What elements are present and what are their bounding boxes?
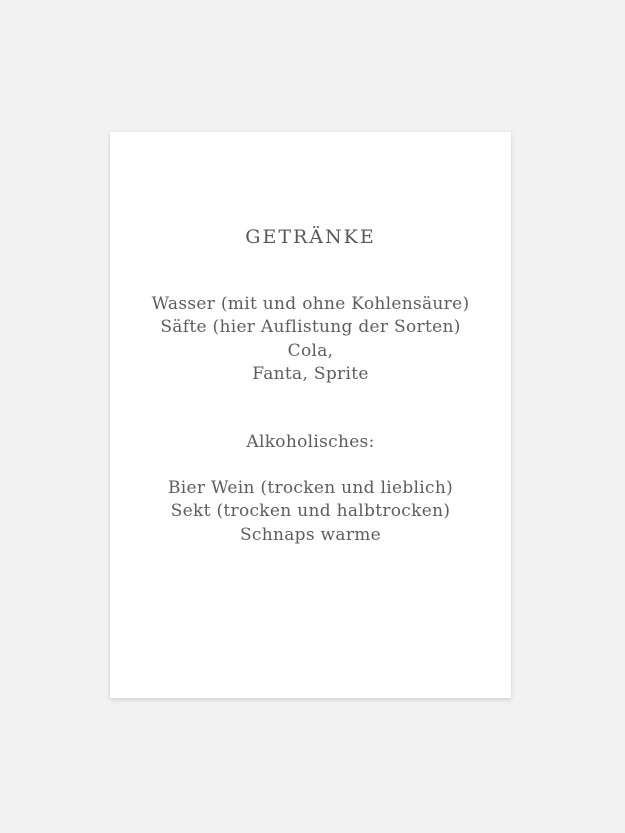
menu-line-water: Wasser (mit und ohne Kohlensäure) [151,294,470,314]
alcoholic-section-heading: Alkoholisches: [246,432,375,452]
menu-line-juices: Säfte (hier Auflistung der Sorten) [160,317,461,338]
menu-line-schnaps: Schnaps warme [239,524,382,545]
menu-card [110,132,511,698]
menu-line-fanta-sprite: Fanta, Sprite [252,363,369,384]
menu-title: GETRÄNKE [245,226,376,248]
menu-line-sekt: Sekt (trocken und halbtrocken) [170,501,451,522]
menu-line-beer-wine: Bier Wein (trocken und lieblich) [167,478,454,498]
alcoholic-drinks-section [110,477,511,547]
menu-line-cola: Cola, [287,340,334,361]
soft-drinks-section [110,293,511,386]
